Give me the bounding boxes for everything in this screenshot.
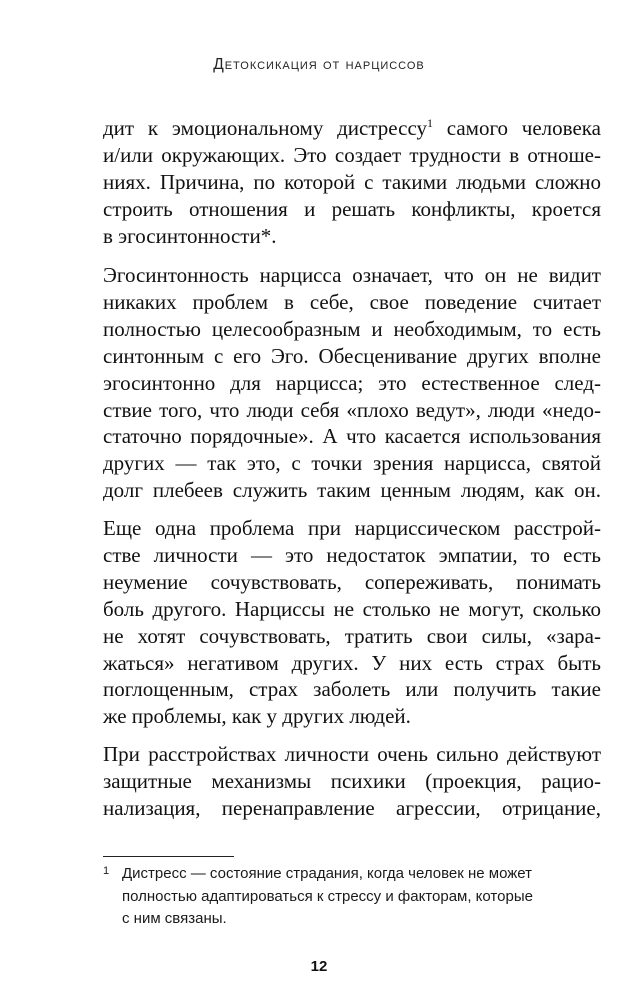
text-line: ствие того, что люди себя «плохо ведут», люди «недо- — [103, 397, 601, 422]
text-line: жаться» негативом других. У них есть страх быть — [103, 650, 601, 675]
footnote-line: Дистресс — состояние страдания, когда человек не может — [122, 865, 533, 882]
text-line: синтонным с его Эго. Обесценивание других вполне — [103, 343, 601, 368]
footnote — [103, 863, 601, 931]
text-line: полностью целесообразным и необходимым, то есть — [103, 316, 601, 341]
text-line: боль другого. Нарциссы не столько не могут, сколько — [103, 596, 601, 621]
text-line: стве личности — это недостаток эмпатии, то есть — [103, 542, 601, 567]
text-line: же проблемы, как у других людей. — [103, 704, 411, 729]
text-fragment: дит к эмоциональному дистрессу — [103, 116, 427, 140]
paragraph-3 — [103, 515, 601, 730]
text-line: эгосинтонно для нарцисса; это естественное след- — [103, 370, 601, 395]
text-line: и/или окружающих. Это создает трудности в отноше- — [103, 142, 601, 167]
text-line — [103, 115, 601, 142]
page-number: 12 — [310, 958, 328, 975]
paragraph-2 — [103, 262, 601, 504]
footnote-line: полностью адаптироваться к стрессу и факторам, которые — [122, 887, 533, 905]
footnote-line: с ним связаны. — [122, 910, 227, 927]
text-line: Эгосинтонность нарцисса означает, что он не видит — [103, 263, 601, 287]
footnote-divider — [103, 856, 234, 857]
paragraph-1 — [103, 115, 601, 250]
footnote-number: 1 — [103, 865, 110, 877]
text-line: нализация, перенаправление агрессии, отрицание, — [103, 795, 601, 820]
text-line: никаких проблем в себе, свое поведение считает — [103, 289, 601, 314]
text-line: статочно порядочные». А что касается использования — [103, 424, 601, 449]
text-line: в эгосинтонности*. — [103, 223, 277, 248]
paragraph-4 — [103, 741, 601, 822]
text-line: не хотят сочувствовать, тратить свои силы, «зара- — [103, 623, 601, 648]
running-title: Детоксикация от нарциссов — [213, 56, 425, 73]
text-line: долг плебеев служить таким ценным людям, как он. — [103, 478, 601, 503]
text-fragment: самого человека — [433, 116, 601, 140]
text-line: ниях. Причина, по которой с такими людьми сложно — [103, 169, 601, 194]
text-line: поглощенным, страх заболеть или получить такие — [103, 677, 601, 702]
text-line: защитные механизмы психики (проекция, рацио- — [103, 768, 601, 793]
text-line: других — так это, с точки зрения нарцисса, святой — [103, 451, 601, 476]
text-line: Еще одна проблема при нарциссическом расстрой- — [103, 516, 601, 540]
text-line: строить отношения и решать конфликты, кроется — [103, 196, 601, 221]
footnote-reference[interactable]: 1 — [427, 116, 433, 130]
text-line: неумение сочувствовать, сопереживать, понимать — [103, 569, 601, 594]
text-line: При расстройствах личности очень сильно действуют — [103, 742, 601, 766]
